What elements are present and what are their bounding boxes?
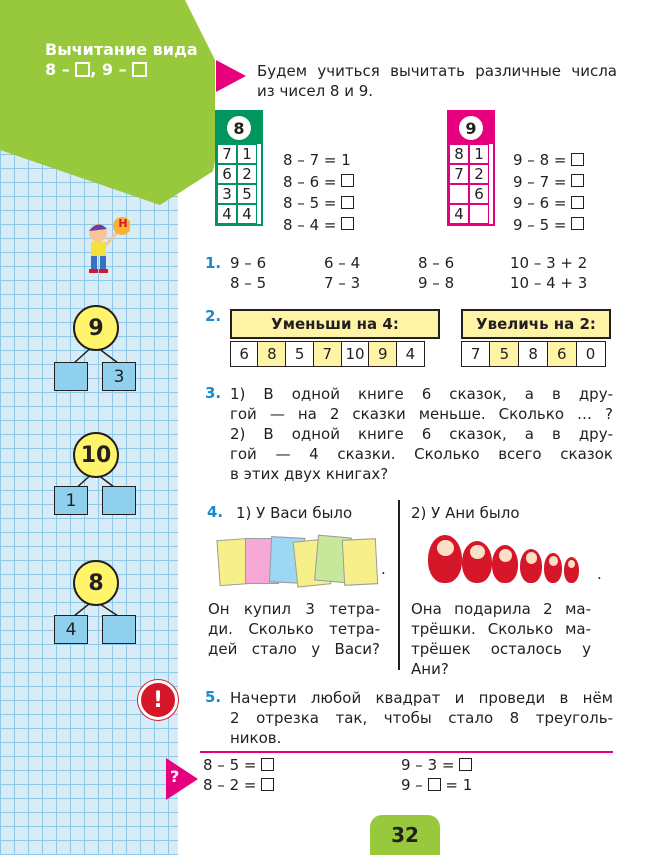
expr-row xyxy=(513,193,584,215)
number-tree-2 xyxy=(54,432,144,522)
text-line: Начерти любой квадрат и проведи в нём xyxy=(230,689,613,707)
number-tree-3 xyxy=(54,560,144,650)
answer-box-icon[interactable] xyxy=(571,174,584,187)
text-line: 2) В одной книге 6 сказок, а в дру- xyxy=(230,425,613,443)
cell: 2 xyxy=(469,164,489,184)
expr: 10 – 3 + 2 xyxy=(510,254,588,272)
expr-row xyxy=(283,150,354,172)
card-cells xyxy=(449,144,493,224)
increase-cells xyxy=(462,341,606,367)
answer-box-icon[interactable] xyxy=(571,217,584,230)
number-tree-1 xyxy=(54,305,144,395)
expr-row xyxy=(203,775,274,795)
answer-box-icon[interactable] xyxy=(571,153,584,166)
expr-row xyxy=(513,150,584,172)
cell: 3 xyxy=(217,184,237,204)
exclamation-icon: ! xyxy=(138,680,178,720)
text-line: гой — на 2 сказки меньше. Сколько … ? xyxy=(230,405,613,423)
cell: 8 xyxy=(257,341,286,367)
expr: 9 – 6 xyxy=(230,254,267,272)
answer-box-icon[interactable] xyxy=(571,196,584,209)
ex1-col4 xyxy=(510,253,587,293)
expr-row xyxy=(203,755,274,775)
ex4-right-text xyxy=(411,599,591,679)
answer-box-icon[interactable] xyxy=(341,174,354,187)
decrease-title: Уменьши на 4: xyxy=(230,309,440,339)
expr: 9 – xyxy=(401,776,423,794)
expr: 8 – 5 = xyxy=(283,194,337,212)
card9-exprs xyxy=(513,150,584,236)
cell: 6 xyxy=(469,184,489,204)
exercise-number: 4. xyxy=(207,503,224,521)
text-line: в этих двух книгах? xyxy=(230,465,389,483)
ex4-left-head: 1) У Васи было xyxy=(236,504,353,522)
answer-box-icon[interactable] xyxy=(428,778,441,791)
exercise-5-text xyxy=(230,688,613,748)
answer-box-icon[interactable] xyxy=(341,196,354,209)
expr-row xyxy=(513,215,584,237)
dot: . xyxy=(597,565,602,583)
page-number: 32 xyxy=(370,815,440,855)
expr-row xyxy=(283,172,354,194)
tree-left-box[interactable]: 1 xyxy=(54,486,88,515)
text-line: ников. xyxy=(230,729,282,747)
expr: 8 – 5 xyxy=(230,274,267,292)
empty-box-icon xyxy=(75,62,90,77)
cell: 5 xyxy=(489,341,519,367)
tree-left-box[interactable]: 4 xyxy=(54,615,88,644)
cell: 7 xyxy=(217,144,237,164)
ex1-col3 xyxy=(418,253,454,293)
text-line: гой — 4 сказки. Сколько всего сказок xyxy=(230,445,613,463)
text-line: трёшки. Сколько ма- xyxy=(411,620,591,638)
exercise-number: 3. xyxy=(205,384,222,402)
cell xyxy=(449,184,469,204)
title-line2 xyxy=(45,60,198,80)
cell: 0 xyxy=(576,341,606,367)
expr-row xyxy=(283,193,354,215)
expr-row xyxy=(513,172,584,194)
kid-badge: Н xyxy=(118,217,128,230)
cell: 6 xyxy=(230,341,259,367)
title-line1: Вычитание вида xyxy=(45,40,198,59)
card-head xyxy=(217,112,261,144)
tree-left-box[interactable] xyxy=(54,362,88,391)
matryoshka-illustration-icon xyxy=(428,535,593,585)
card-cells xyxy=(217,144,261,224)
exercise-number: 1. xyxy=(205,254,222,272)
text-line: дей стало у Васи? xyxy=(208,640,380,658)
card-8 xyxy=(215,110,263,226)
card8-exprs xyxy=(283,150,354,236)
tree-top: 10 xyxy=(73,432,119,478)
cell: 7 xyxy=(449,164,469,184)
exercise-number: 2. xyxy=(205,307,222,325)
cell: 7 xyxy=(313,341,342,367)
decrease-cells xyxy=(231,341,425,367)
text-line: ди. Сколько тетра- xyxy=(208,620,380,638)
expr: 9 – 3 = xyxy=(401,756,455,774)
intro-line: из чисел 8 и 9. xyxy=(257,82,374,100)
expr: 7 – 3 xyxy=(324,274,361,292)
expr: 9 – 5 = xyxy=(513,215,567,234)
expr-row xyxy=(401,755,472,775)
cell: 6 xyxy=(217,164,237,184)
card-9 xyxy=(447,110,495,226)
bottom-right-exprs xyxy=(401,755,472,795)
cell: 6 xyxy=(547,341,577,367)
ex4-right-head: 2) У Ани было xyxy=(411,504,520,522)
exercise-number: 5. xyxy=(205,688,222,706)
text-line: 1) В одной книге 6 сказок, а в дру- xyxy=(230,385,613,403)
expr: 9 – 6 = xyxy=(513,194,567,212)
tree-right-box[interactable]: 3 xyxy=(102,362,136,391)
tree-right-box[interactable] xyxy=(102,615,136,644)
dot: . xyxy=(381,560,386,578)
expr: 8 – 2 = xyxy=(203,776,257,794)
expr: 6 – 4 xyxy=(324,254,361,272)
cell: 8 xyxy=(449,144,469,164)
expr-row xyxy=(401,775,472,795)
cell: 1 xyxy=(237,144,257,164)
tree-top: 9 xyxy=(73,305,119,351)
card-number: 9 xyxy=(459,116,483,140)
question-arrow-icon xyxy=(166,758,198,800)
answer-box-icon[interactable] xyxy=(341,217,354,230)
text-line: Он купил 3 тетра- xyxy=(208,600,380,618)
card-number: 8 xyxy=(227,116,251,140)
expr: = 1 xyxy=(445,776,473,794)
cell: 1 xyxy=(469,144,489,164)
intro-text xyxy=(257,61,617,101)
cell: 9 xyxy=(368,341,397,367)
answer-box-icon[interactable] xyxy=(261,778,274,791)
cell: 5 xyxy=(285,341,314,367)
cell: 4 xyxy=(449,204,469,224)
cell: 8 xyxy=(518,341,548,367)
expr: 10 – 4 + 3 xyxy=(510,274,588,292)
expr: 8 – 4 = xyxy=(283,215,337,234)
intro-line: Будем учиться вычитать различные числа xyxy=(257,62,617,80)
expr: 8 – 6 xyxy=(418,254,455,272)
tree-top: 8 xyxy=(73,560,119,606)
cell: 4 xyxy=(237,204,257,224)
divider xyxy=(398,500,400,670)
empty-box-icon xyxy=(132,62,147,77)
answer-box-icon[interactable] xyxy=(261,758,274,771)
cell: 10 xyxy=(341,341,370,367)
answer-box-icon[interactable] xyxy=(459,758,472,771)
ex4-left-text xyxy=(208,599,380,659)
tree-right-box[interactable] xyxy=(102,486,136,515)
play-arrow-icon xyxy=(216,60,246,92)
card-head xyxy=(449,112,493,144)
text-line: Она подарила 2 ма- xyxy=(411,600,591,618)
cell: 4 xyxy=(217,204,237,224)
cell: 5 xyxy=(237,184,257,204)
ex1-col2 xyxy=(324,253,360,293)
cell: 7 xyxy=(461,341,491,367)
cell: 2 xyxy=(237,164,257,184)
expr: 8 – 5 = xyxy=(203,756,257,774)
notebooks-illustration-icon xyxy=(215,534,385,589)
title-part-a: 8 – xyxy=(45,60,70,79)
qmark-text: ? xyxy=(170,767,180,786)
increase-title: Увеличь на 2: xyxy=(461,309,611,339)
expr-row xyxy=(283,215,354,237)
expr: 8 – 7 = 1 xyxy=(283,151,351,169)
bottom-left-exprs xyxy=(203,755,274,795)
text-line: трёшек осталось у xyxy=(411,640,591,658)
title-part-b: , 9 – xyxy=(90,60,127,79)
cell: 4 xyxy=(396,341,425,367)
expr: 9 – 8 xyxy=(418,274,455,292)
text-line: 2 отрезка так, чтобы стало 8 треуголь- xyxy=(230,709,613,727)
exercise-3-text xyxy=(230,384,613,484)
expr: 8 – 6 = xyxy=(283,172,337,191)
expr: 9 – 7 = xyxy=(513,172,567,191)
cell xyxy=(469,204,489,224)
pink-divider xyxy=(200,751,613,753)
text-line: Ани? xyxy=(411,660,449,678)
expr: 9 – 8 = xyxy=(513,151,567,169)
ex1-col1 xyxy=(230,253,266,293)
lesson-title xyxy=(45,40,198,80)
